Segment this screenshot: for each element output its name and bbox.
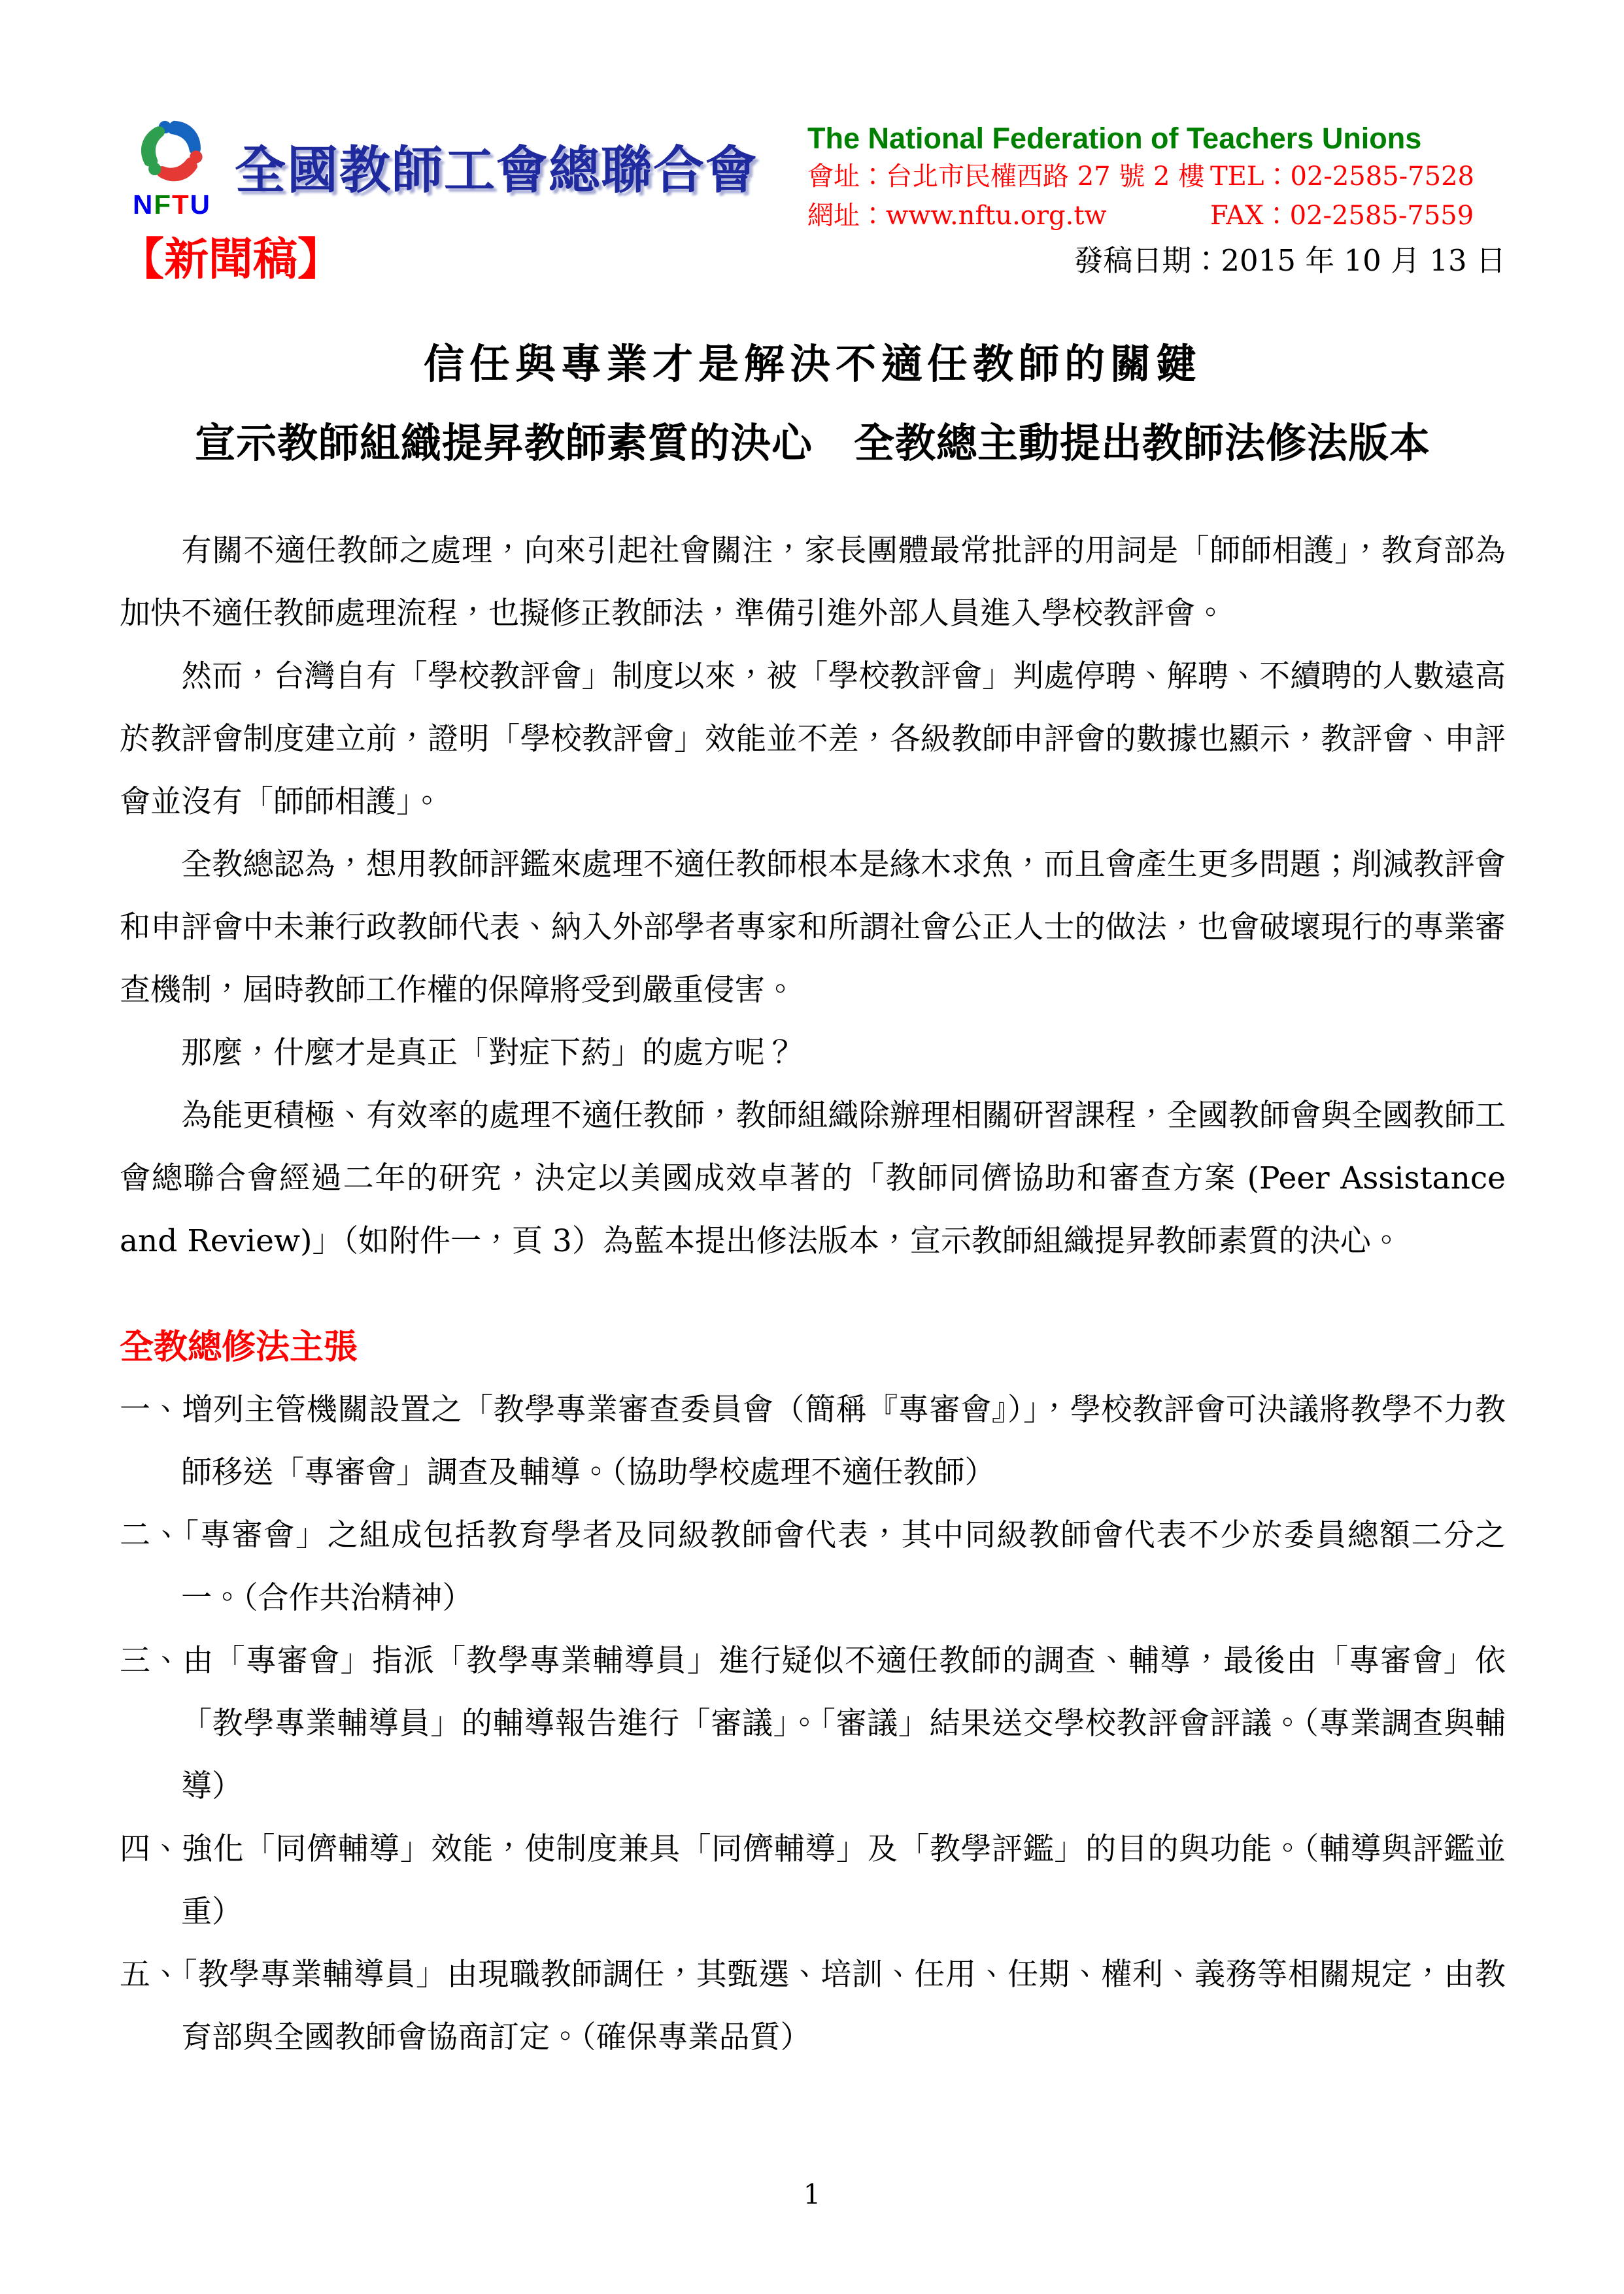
website-label: 網址：www.nftu.org.tw [807,200,1107,231]
page-number: 1 [803,2178,821,2210]
nftu-letter: U [190,189,211,220]
nftu-logo-block [120,112,224,218]
claim-item [120,1630,1506,1818]
meta-row [120,235,1506,284]
body-paragraph: 那麼，什麼才是真正「對症下葯」的處方呢？ [181,1034,796,1071]
claim-text: 增列主管機關設置之「教學專業審查委員會（簡稱『專審會』）」，學校教評會可決議將教學不力教師移送「專審會」調查及輔導。（協助學校處理不適任教師） [181,1391,1506,1491]
claim-item [120,1504,1506,1630]
nftu-acronym [133,191,211,218]
claim-item [120,1944,1506,2069]
nftu-letter: N [133,189,154,220]
org-name-en: The National Federation of Teachers Unions [807,122,1422,155]
address-label: 會址：台北市民權西路 27 號 2 樓 [807,161,1205,192]
document-title-line1: 信任與專業才是解決不適任教師的關鍵 [423,339,1202,388]
claim-marker: 二、 [120,1517,184,1553]
nftu-letter: F [154,189,172,220]
tel-label: TEL：02-2585-7528 [1210,161,1474,192]
claim-marker: 三、 [120,1642,183,1679]
claim-item [120,1379,1506,1504]
claim-marker: 四、 [120,1830,182,1867]
release-date: 發稿日期：2015 年 10 月 13 日 [1074,243,1506,278]
document-title-line2: 宣示教師組織提昇教師素質的決心 全教總主動提出教師法修法版本 [194,418,1430,467]
body-text [120,520,1506,1273]
fax-label: FAX：02-2585-7559 [1210,200,1474,231]
claim-text: 「教學專業輔導員」由現職教師調任，其甄選、培訓、任用、任期、權利、義務等相關規定，由教育部與全國教師會協商訂定。（確保專業品質） [181,1956,1506,2055]
nftu-letter: T [172,189,190,220]
claim-marker: 五、 [120,1956,182,1993]
claim-marker: 一、 [120,1391,182,1428]
body-paragraph: 為能更積極、有效率的處理不適任教師，教師組織除辦理相關研習課程，全國教師會與全國教師工會總聯合會經過二年的研究，決定以美國成效卓著的「教師同儕協助和審查方案 (Peer Assistance and Review)」（如附件一，頁 3）為藍本提出修法版本，宣示教師組織提昇教師素質的決心。 [120,1097,1506,1259]
contact-info [807,160,1506,233]
nftu-pinwheel-logo-icon [133,112,211,190]
press-release-tag: 【新聞稿】 [120,233,343,286]
letterhead-contact-block [807,112,1506,233]
claim-text: 「專審會」之組成包括教育學者及同級教師會代表，其中同級教師會代表不少於委員總額二分之一。（合作共治精神） [181,1517,1506,1616]
claims-list [120,1379,1506,2069]
org-name-zh: 全國教師工會總聯合會 [235,141,758,200]
claim-text: 強化「同儕輔導」效能，使制度兼具「同儕輔導」及「教學評鑑」的目的與功能。（輔導與評鑑並重） [181,1830,1506,1930]
body-paragraph: 然而，台灣自有「學校教評會」制度以來，被「學校教評會」判處停聘、解聘、不續聘的人數遠高於教評會制度建立前，證明「學校教評會」效能並不差，各級教師申評會的數據也顯示，教評會、申評會並沒有「師師相護」。 [120,658,1506,820]
body-paragraph: 全教總認為，想用教師評鑑來處理不適任教師根本是緣木求魚，而且會產生更多問題；削減教評會和申評會中未兼行政教師代表、納入外部學者專家和所謂社會公正人士的做法，也會破壞現行的專業審查機制，屆時教師工作權的保障將受到嚴重侵害。 [120,846,1506,1008]
claim-text: 由「專審會」指派「教學專業輔導員」進行疑似不適任教師的調查、輔導，最後由「專審會」依「教學專業輔導員」的輔導報告進行「審議」。「審議」結果送交學校教評會評議。（專業調查與輔導） [181,1642,1506,1804]
letterhead [120,112,1506,233]
claims-section-heading: 全教總修法主張 [120,1326,358,1367]
claim-item [120,1818,1506,1944]
page-content [120,0,1506,2069]
body-paragraph: 有關不適任教師之處理，向來引起社會關注，家長團體最常批評的用詞是「師師相護」，教育部為加快不適任教師處理流程，也擬修正教師法，準備引進外部人員進入學校教評會。 [120,532,1506,632]
